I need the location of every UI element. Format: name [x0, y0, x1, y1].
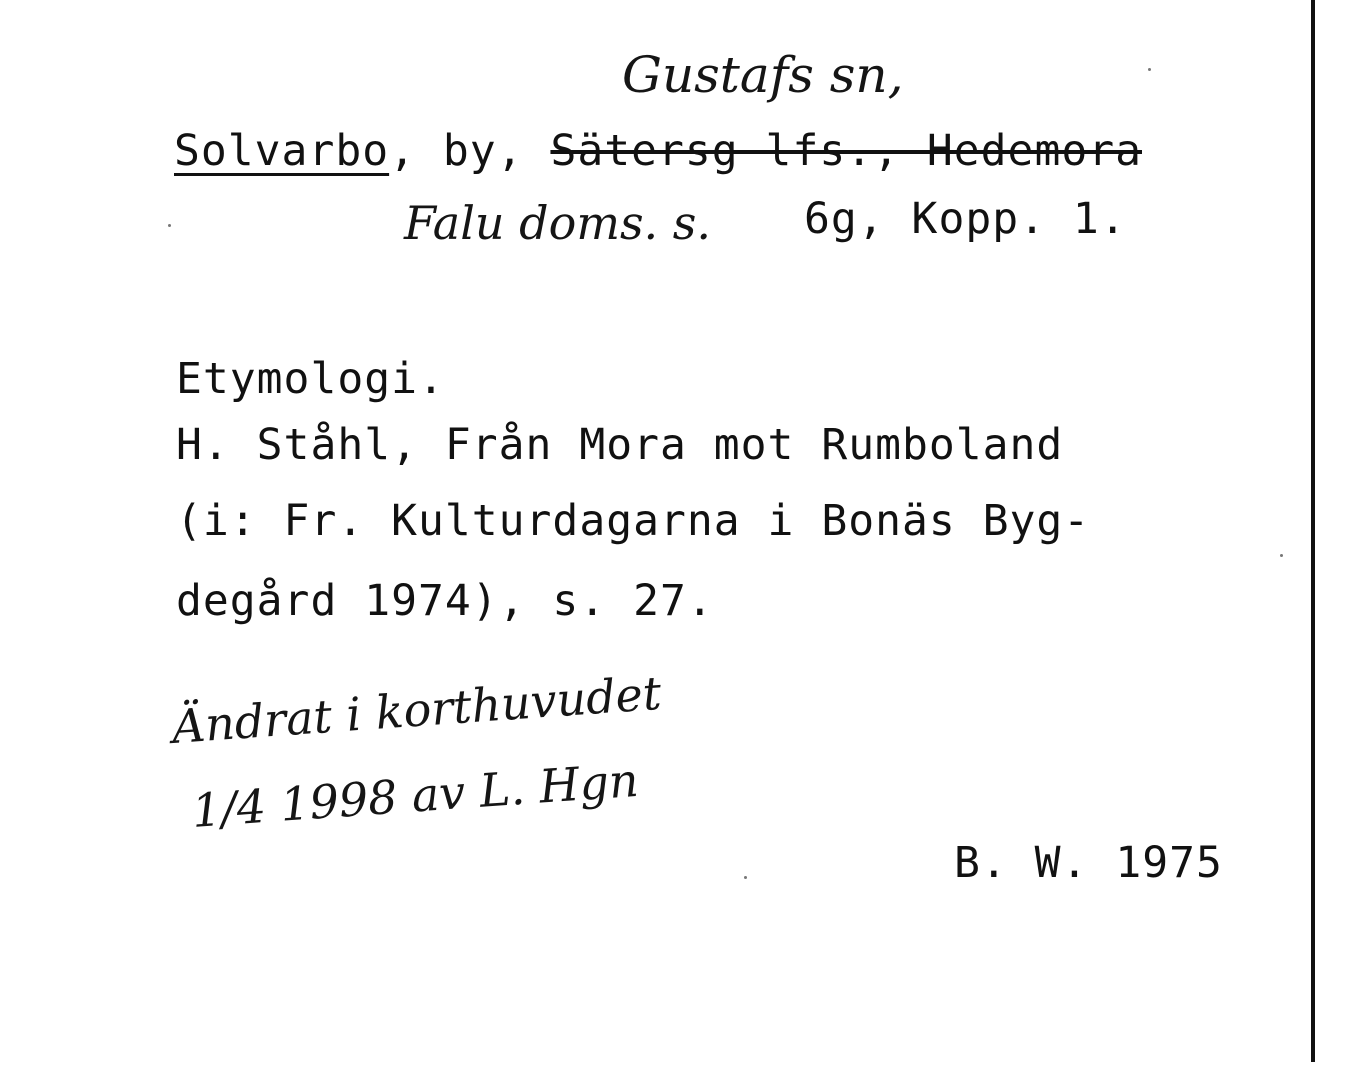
- reference-line-2: (i: Fr. Kulturdagarna i Bonäs Byg-: [176, 496, 1091, 546]
- struck-parish: Sätersg lfs., Hedemora: [550, 126, 1142, 176]
- heading-separator: , by,: [389, 126, 551, 176]
- scan-speck: [1148, 68, 1151, 71]
- author-signature: B. W. 1975: [954, 838, 1223, 888]
- card-right-edge: [1311, 0, 1315, 1062]
- card-heading: [174, 126, 1142, 176]
- place-name: Solvarbo: [174, 126, 390, 176]
- handwritten-change-date: 1/4 1998 av L. Hgn: [190, 752, 641, 838]
- handwritten-change-note: Ändrat i korthuvudet: [170, 665, 663, 754]
- reference-line-3: degård 1974), s. 27.: [176, 576, 714, 626]
- handwritten-parish-insert: Gustafs sn,: [622, 46, 904, 104]
- reference-line-1: H. Ståhl, Från Mora mot Rumboland: [176, 420, 1064, 470]
- scan-speck: [1280, 554, 1283, 557]
- typed-jurisdiction: 6g, Kopp. 1.: [804, 194, 1127, 244]
- etymology-heading: Etymologi.: [176, 354, 445, 404]
- handwritten-jurisdiction: Falu doms. s.: [404, 196, 712, 250]
- scan-speck: [744, 876, 747, 879]
- scan-speck: [168, 224, 171, 227]
